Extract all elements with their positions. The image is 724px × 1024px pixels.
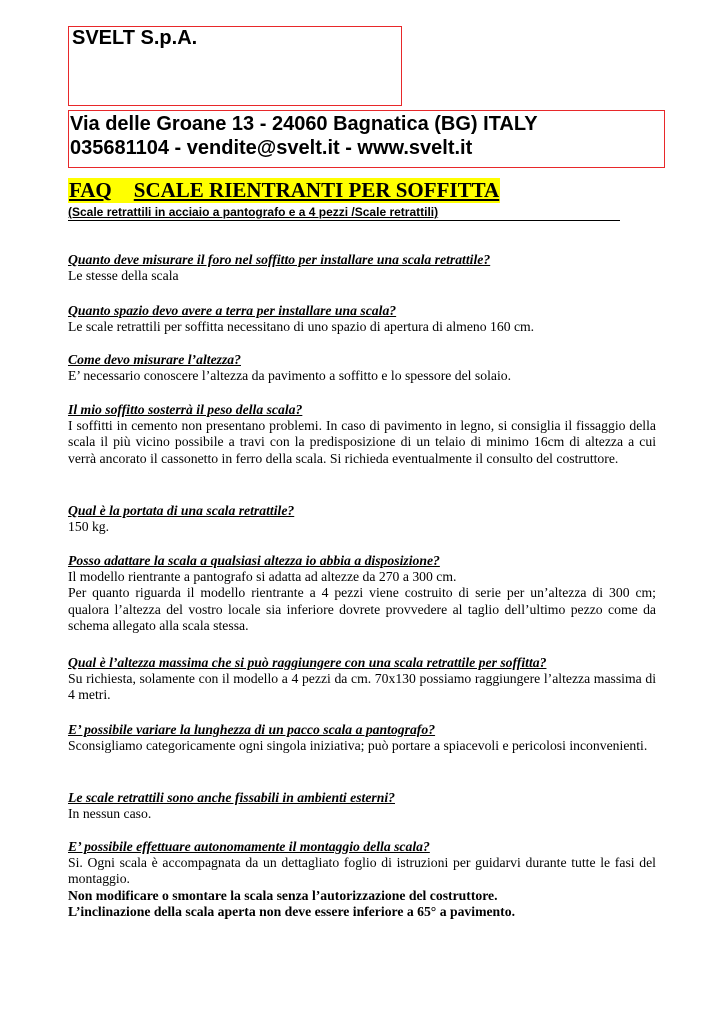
faq-question: Come devo misurare l’altezza? (68, 352, 241, 367)
faq-item (68, 655, 656, 704)
faq-answer: Le scale retrattili per soffitta necessitano di uno spazio di apertura di almeno 160 cm. (68, 319, 535, 335)
faq-answer: Su richiesta, solamente con il modello a 4 pezzi da cm. 70x130 possiamo raggiungere l’altezza massima di 4 metri. (68, 671, 656, 703)
faq-answer: Le stesse della scala (68, 268, 179, 284)
faq-answer: 150 kg. (68, 519, 110, 535)
faq-question: Quanto deve misurare il foro nel soffitto per installare una scala retrattile? (68, 252, 491, 267)
faq-item (68, 402, 656, 467)
faq-question: Le scale retrattili sono anche fissabili in ambienti esterni? (68, 790, 395, 805)
faq-item (68, 303, 656, 335)
faq-item (68, 553, 656, 634)
faq-answer: In nessun caso. (68, 806, 152, 822)
faq-question: Quanto spazio devo avere a terra per installare una scala? (68, 303, 397, 318)
company-address: Via delle Groane 13 - 24060 Bagnatica (BG) ITALY (70, 113, 538, 135)
faq-answer: Si. Ogni scala è accompagnata da un dettagliato foglio di istruzioni per guidarvi durante tutte le fasi del montaggio. (68, 855, 656, 887)
faq-answer: Il modello rientrante a pantografo si adatta ad altezze da 270 a 300 cm. (68, 569, 457, 585)
page-subtitle (68, 206, 620, 221)
faq-item (68, 790, 656, 822)
faq-question: Qual è la portata di una scala retrattile? (68, 503, 295, 518)
faq-answer: I soffitti in cemento non presentano problemi. In caso di pavimento in legno, si consiglia il fissaggio della scala il più vicino possibile a travi con la predisposizione di un telaio di minimo 16cm di altezza a cui verrà ancorato il cassonetto in ferro della scala. Si richieda eventualmente il consulto del costruttore. (68, 418, 656, 466)
faq-question: E’ possibile variare la lunghezza di un pacco scala a pantografo? (68, 722, 436, 737)
faq-answer: Sconsigliamo categoricamente ogni singola iniziativa; può portare a spiacevoli e pericolosi inconvenienti. (68, 738, 648, 754)
title-main: SCALE RIENTRANTI PER SOFFITTA (133, 178, 500, 202)
company-name: SVELT S.p.A. (72, 27, 198, 49)
faq-answer: E’ necessario conoscere l’altezza da pavimento a soffitto e lo spessore del solaio. (68, 368, 512, 384)
faq-question: E’ possibile effettuare autonomamente il montaggio della scala? (68, 839, 430, 854)
warning-text: L’inclinazione della scala aperta non deve essere inferiore a 65° a pavimento. (68, 903, 515, 919)
faq-question: Qual è l’altezza massima che si può raggiungere con una scala retrattile per soffitta? (68, 655, 547, 670)
faq-answer-extra: Per quanto riguarda il modello rientrante a 4 pezzi viene costruito di serie per un’altezza di 300 cm; qualora l’altezza del vostro locale sia inferiore dovrete provvedere al taglio dell’ultimo pezzo come da schema allegato alla scala stessa. (68, 585, 656, 633)
company-contacts: 035681104 - vendite@svelt.it - www.svelt.it (70, 137, 473, 159)
page-title (68, 178, 500, 203)
faq-item (68, 722, 656, 754)
faq-label: FAQ (69, 178, 112, 202)
faq-question: Il mio soffitto sosterrà il peso della scala? (68, 402, 303, 417)
faq-item (68, 252, 656, 284)
warning-text: Non modificare o smontare la scala senza l’autorizzazione del costruttore. (68, 887, 498, 903)
faq-item (68, 352, 656, 384)
subtitle-text: (Scale retrattili in acciaio a pantografo e a 4 pezzi /Scale retrattili) (68, 205, 439, 219)
faq-item (68, 839, 656, 920)
faq-question: Posso adattare la scala a qualsiasi altezza io abbia a disposizione? (68, 553, 440, 568)
faq-item (68, 503, 656, 535)
